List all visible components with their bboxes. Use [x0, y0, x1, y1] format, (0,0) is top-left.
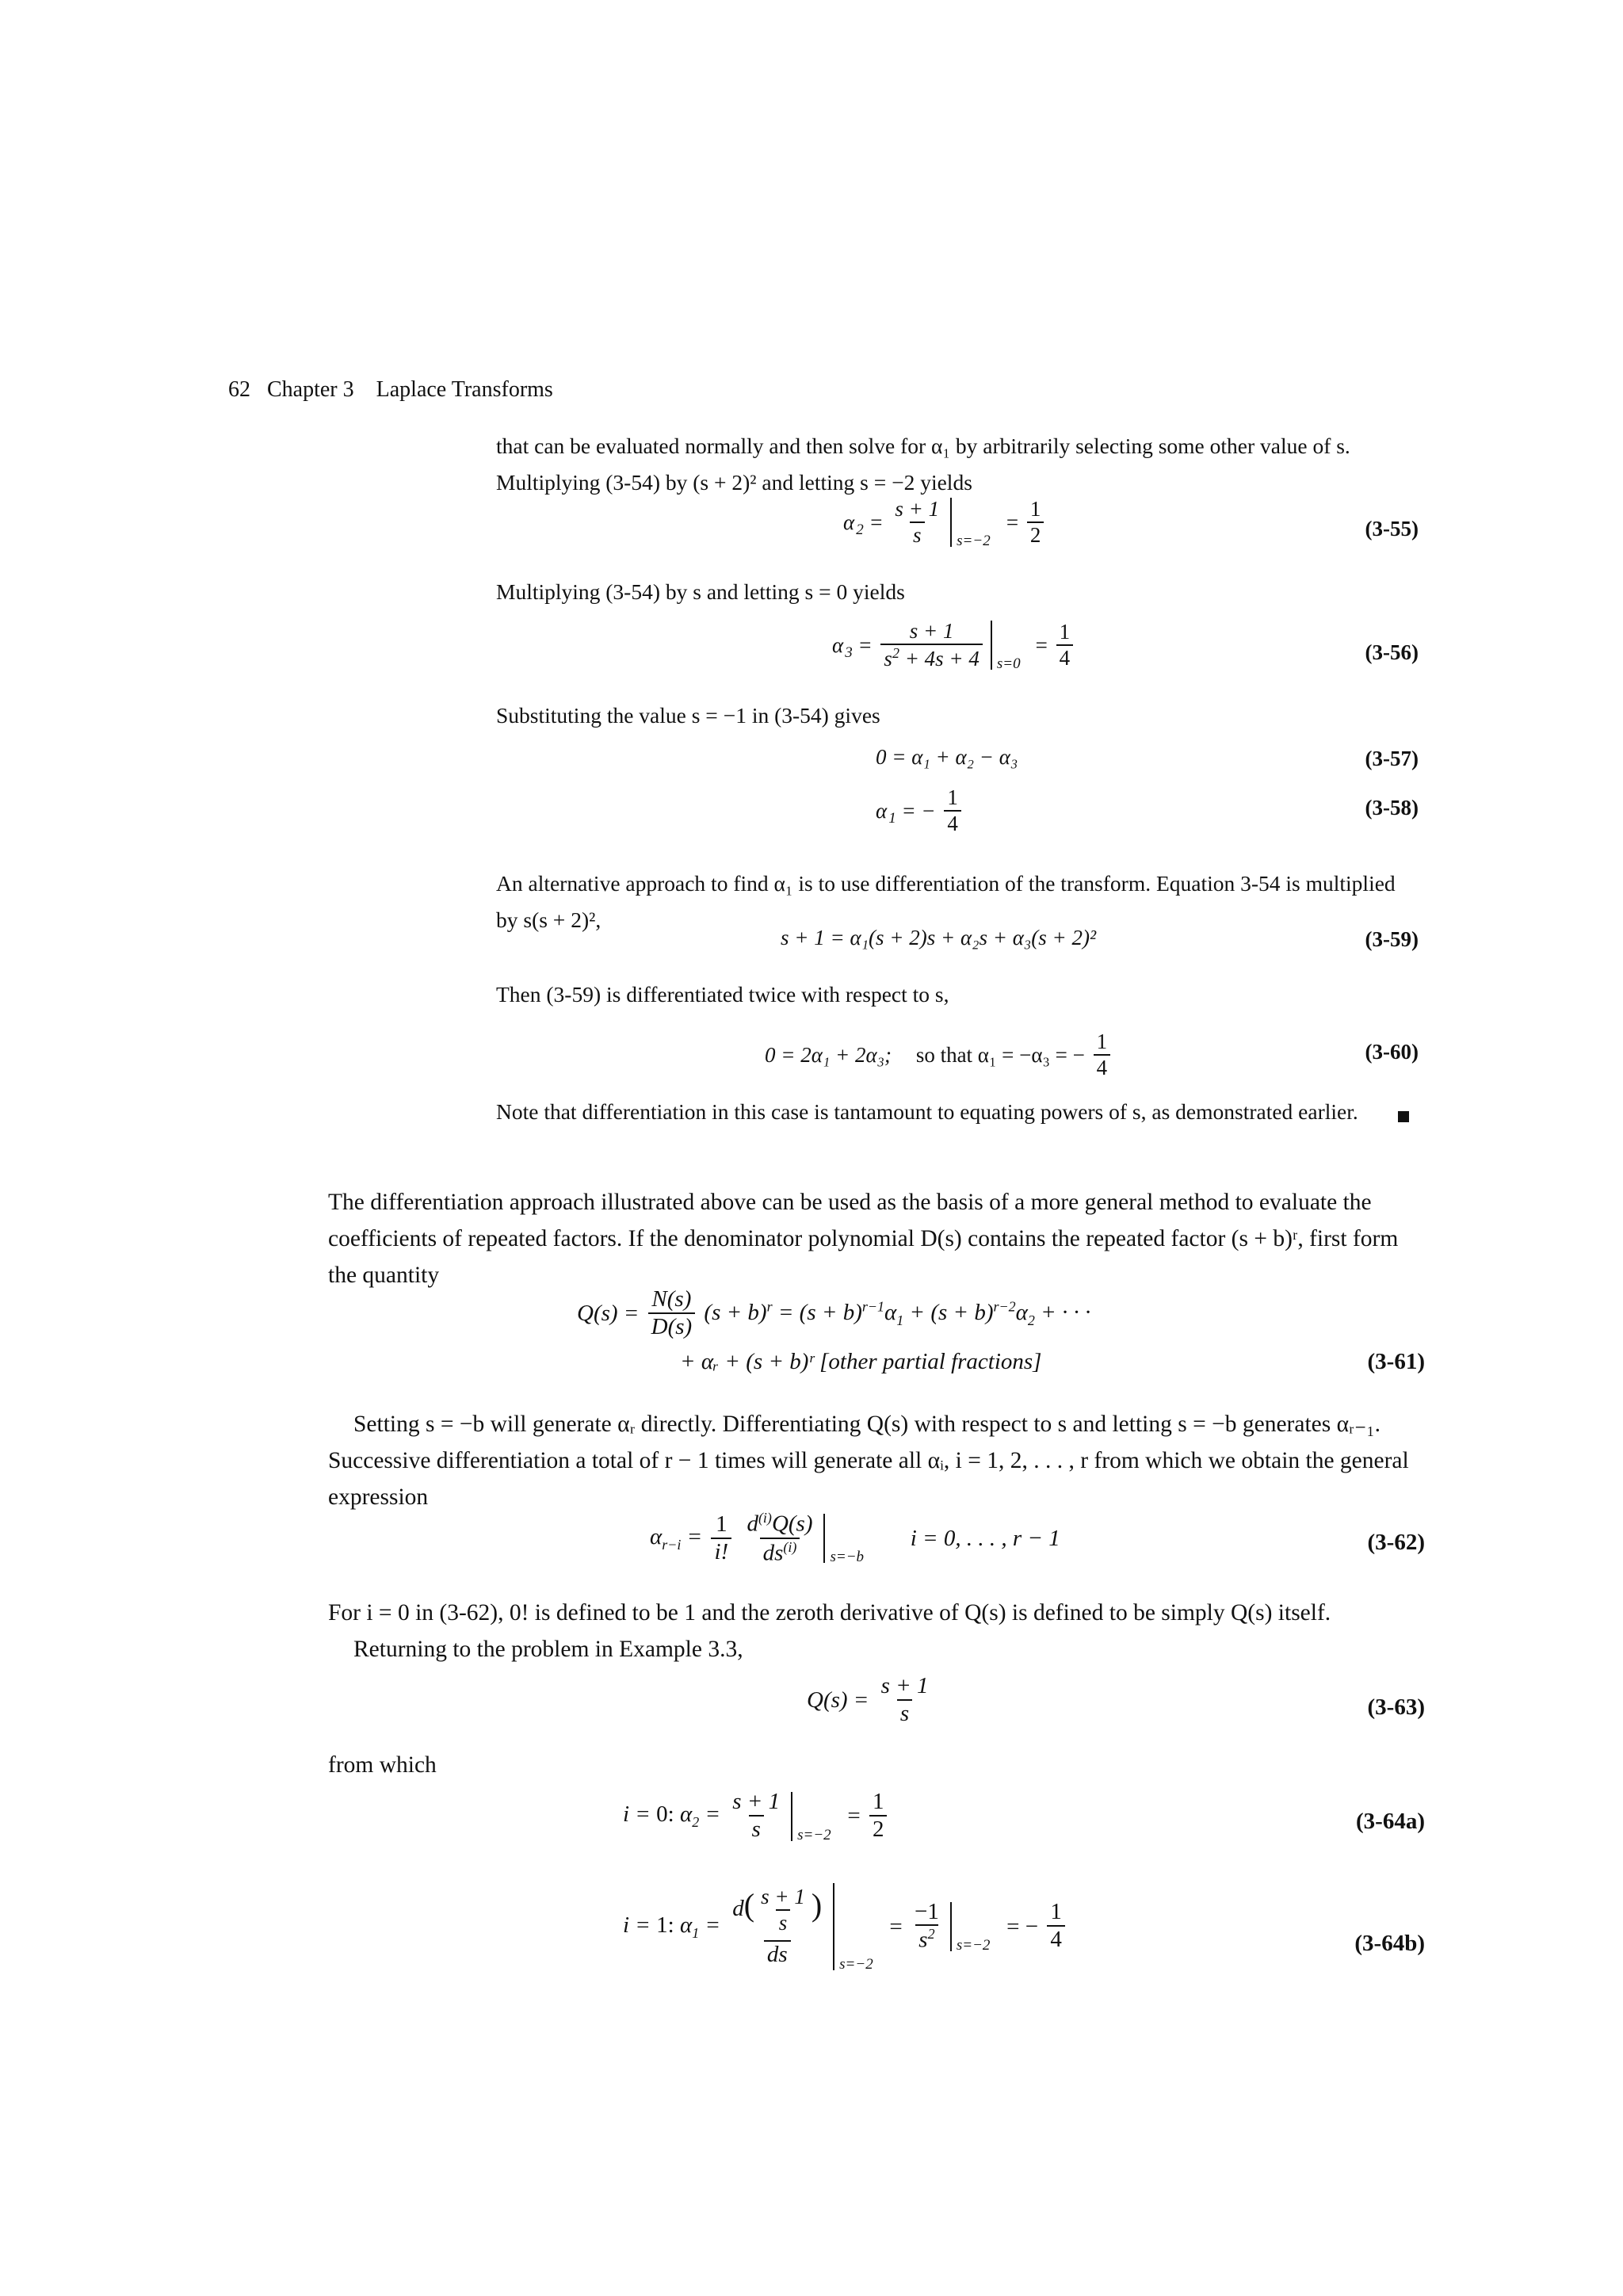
equation-number: (3-56)	[1365, 640, 1419, 664]
equation-3-63: Q(s) = $\frac{s + 1}{s}$	[807, 1673, 929, 1726]
equation-3-58: α $_1$ = − $\frac{1}{4}$	[876, 786, 964, 836]
paragraph-9: For i = 0 in (3-62), 0! is defined to be 1 and the zeroth derivative of Q(s) is defined to be simply Q(s) itself.	[328, 1600, 1331, 1626]
end-of-example-icon	[1398, 1111, 1409, 1122]
equation-3-62: $\alpha_{r-i}$ = $\frac{1}{i!}$ $\frac{d^{(i)}Q(s)}{ds^{(i)}}$ s=−b i = 0, . . . , r − 1	[650, 1510, 1060, 1566]
eq60-mid: so that α₁ = −α₃ = −	[915, 1042, 1085, 1067]
equation-number: (3-64b)	[1354, 1931, 1425, 1956]
equation-number: (3-63)	[1367, 1694, 1425, 1720]
paragraph-7: The differentiation approach illustrated above can be used as the basis of a more general method to evaluate the coefficients of repeated factors. If the denominator polynomial D(s) contains the repeated factor (s + b)ʳ, first form the quantity	[328, 1190, 1399, 1288]
equation-3-57: 0 = α₁ + α₂ − α₃	[876, 745, 1018, 769]
chapter-title: Laplace Transforms	[376, 377, 553, 402]
equation-number: (3-55)	[1365, 517, 1419, 541]
paragraph-2: Multiplying (3-54) by s and letting s = 0 yields	[496, 579, 905, 604]
paragraph-1: that can be evaluated normally and then solve for α₁ by arbitrarily selecting some other value of s. Multiplying (3-54) by (s + 2)² and letting s = −2 yields	[496, 434, 1350, 495]
equation-3-61-line2: + αᵣ + (s + b)ʳ [other partial fractions]	[680, 1349, 1042, 1374]
equation-3-56: α $_3$ = $\frac{s + 1}{s^2 + 4s + 4}$ s=0 = $\frac{1}{4}$	[832, 620, 1076, 671]
equation-3-61: Q(s) = $\frac{N(s)}{D(s)}$ $(s + b)^r = (s + b)^{r-1}\alpha_1 + (s + b)^{r-2}\alpha_2$ + · · ·	[577, 1286, 1091, 1339]
equation-number: (3-61)	[1367, 1349, 1425, 1374]
eq60-left: 0 = 2α₁ + 2α₃;	[765, 1042, 892, 1067]
eq62-range: i = 0, . . . , r − 1	[910, 1525, 1060, 1551]
equation-number: (3-59)	[1365, 927, 1419, 951]
paragraph-5: Then (3-59) is differentiated twice with respect to s,	[496, 982, 949, 1007]
paragraph-11: from which	[328, 1752, 437, 1778]
equation-3-64a: i = 0: $\alpha_2$ = $\frac{s + 1}{s}$ s=−2 = $\frac{1}{2}$	[623, 1790, 890, 1843]
equation-number: (3-57)	[1365, 747, 1419, 770]
equation-3-60: 0 = 2α₁ + 2α₃; so that α₁ = −α₃ = − $\frac{1}{4}$	[765, 1030, 1113, 1080]
paragraph-6	[496, 1094, 1415, 1130]
equation-number: (3-62)	[1367, 1530, 1425, 1555]
equation-3-64b: i = 1: $\alpha_1$ = d( $\frac{s + 1}{s}$ ) ds s=−2 = $\frac{-1}{s^2}$ s=−2 = − $\frac{1}{4}$	[623, 1883, 1068, 1970]
equation-3-55: α $_2$ = $\frac{s + 1}{s}$ s=−2 = $\frac{1}{2}$	[843, 498, 1047, 548]
page-number: 62	[228, 377, 250, 402]
equation-number: (3-64a)	[1356, 1809, 1425, 1834]
paragraph-4: An alternative approach to find α₁ is to use differentiation of the transform. Equation 3-54 is multiplied by s(s + 2)²,	[496, 871, 1396, 932]
chapter-label: Chapter 3	[267, 377, 354, 402]
equation-number: (3-58)	[1365, 796, 1419, 819]
paragraph-3: Substituting the value s = −1 in (3-54) gives	[496, 703, 880, 728]
paragraph-6-text: Note that differentiation in this case is tantamount to equating powers of s, as demonstrated earlier.	[496, 1099, 1358, 1124]
paragraph-8: Setting s = −b will generate αᵣ directly. Differentiating Q(s) with respect to s and letting s = −b generates αᵣ₋₁. Successive differentiation a total of r − 1 times will generate all αᵢ, i = 1, 2, . . . , r from which we obtain the general expression	[328, 1412, 1409, 1510]
page-header	[228, 377, 553, 403]
paragraph-10: Returning to the problem in Example 3.3,	[353, 1637, 743, 1662]
equation-number: (3-60)	[1365, 1040, 1419, 1064]
equation-3-59: s + 1 = α₁(s + 2)s + α₂s + α₃(s + 2)²	[781, 926, 1097, 949]
